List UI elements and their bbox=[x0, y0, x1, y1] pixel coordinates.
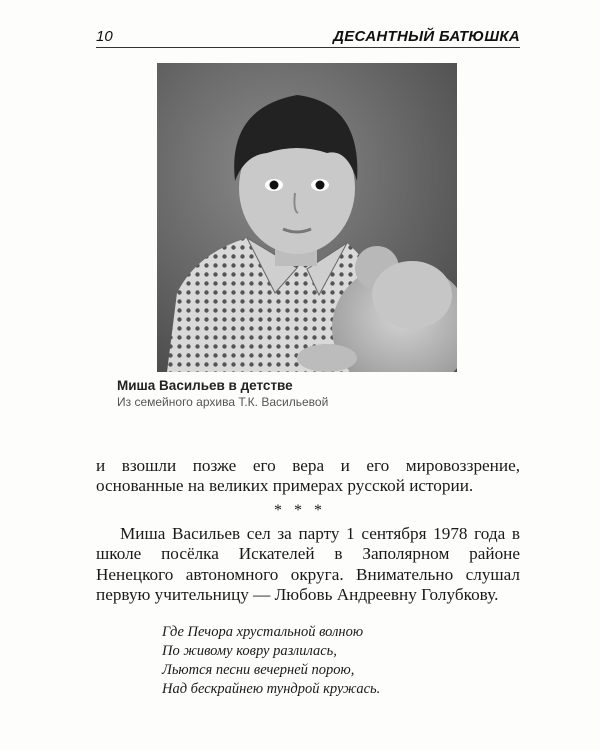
verse-line: Над бескрайнею тундрой кружась. bbox=[162, 681, 381, 697]
verse-line: Льются песни вечерней порою, bbox=[162, 662, 355, 678]
caption-title: Миша Васильев в детстве bbox=[117, 378, 293, 393]
paragraph-2: Миша Васильев сел за парту 1 сентября 1978 года в школе посёлка Искателей в Заполярном районе Ненецкого автономного округа. Внимательно слушал первую учительницу — Любовь Андреевну Голубкову. bbox=[96, 524, 520, 605]
paragraph-1: и взошли позже его вера и его мировоззрение, основанные на великих примерах русской истории. bbox=[96, 456, 520, 496]
caption-credit: Из семейного архива Т.К. Васильевой bbox=[117, 395, 329, 409]
childhood-photo bbox=[157, 63, 457, 372]
header-rule bbox=[96, 47, 520, 48]
running-title: ДЕСАНТНЫЙ БАТЮШКА bbox=[333, 28, 520, 45]
verse-line: Где Печора хрустальной волною bbox=[162, 624, 364, 640]
photo-caption bbox=[117, 377, 328, 410]
section-separator: * * * bbox=[274, 502, 326, 519]
page-number: 10 bbox=[96, 28, 113, 45]
verse-line: По живому ковру разлилась, bbox=[162, 643, 337, 659]
page-header bbox=[96, 26, 520, 48]
verse-block bbox=[162, 623, 380, 699]
